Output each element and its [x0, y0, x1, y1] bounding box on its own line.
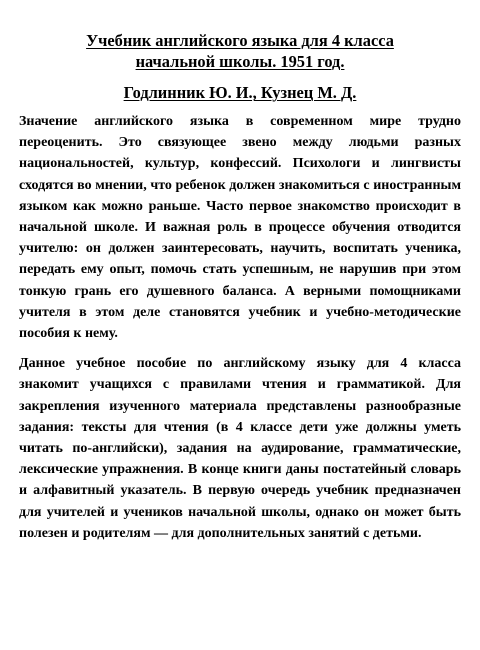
title-line-2: начальной школы. 1951 год.	[135, 52, 345, 71]
title-line-1: Учебник английского языка для 4 класса	[86, 31, 394, 50]
paragraph-1: Значение английского языка в современном мире трудно переоценить. Это связующее звено между людьми разных национальностей, культур, конфессий. Психологи и лингвисты сходятся во мнении, что ребенок должен знакомиться с иностранным языком как можно раньше. Часто первое знакомство происходит в начальной школе. И важная роль в процессе обучения отводится учителю: он должен заинтересовать, научить, воспитать ученика, передать ему опыт, помочь стать успешным, не нарушив при этом тонкую грань его душевного баланса. А верными помощниками учителя в этом деле становятся учебник и учебно-методические пособия к нему.	[19, 114, 461, 342]
document-authors: Годлинник Ю. И., Кузнец М. Д.	[123, 83, 357, 102]
paragraph-2: Данное учебное пособие по английскому языку для 4 класса знакомит учащихся с правилами чтения и грамматикой. Для закрепления изученного материала представлены разнообразные задания: тексты для чтения (в 4 классе дети уже должны уметь читать по-английски), задания на аудирование, грамматические, лексические упражнения. В конце книги даны постатейный словарь и алфавитный указатель. В первую очередь учебник предназначен для учителей и учеников начальной школы, однако он может быть полезен и родителям — для дополнительных занятий с детьми.	[19, 356, 461, 541]
document-title	[19, 30, 461, 72]
